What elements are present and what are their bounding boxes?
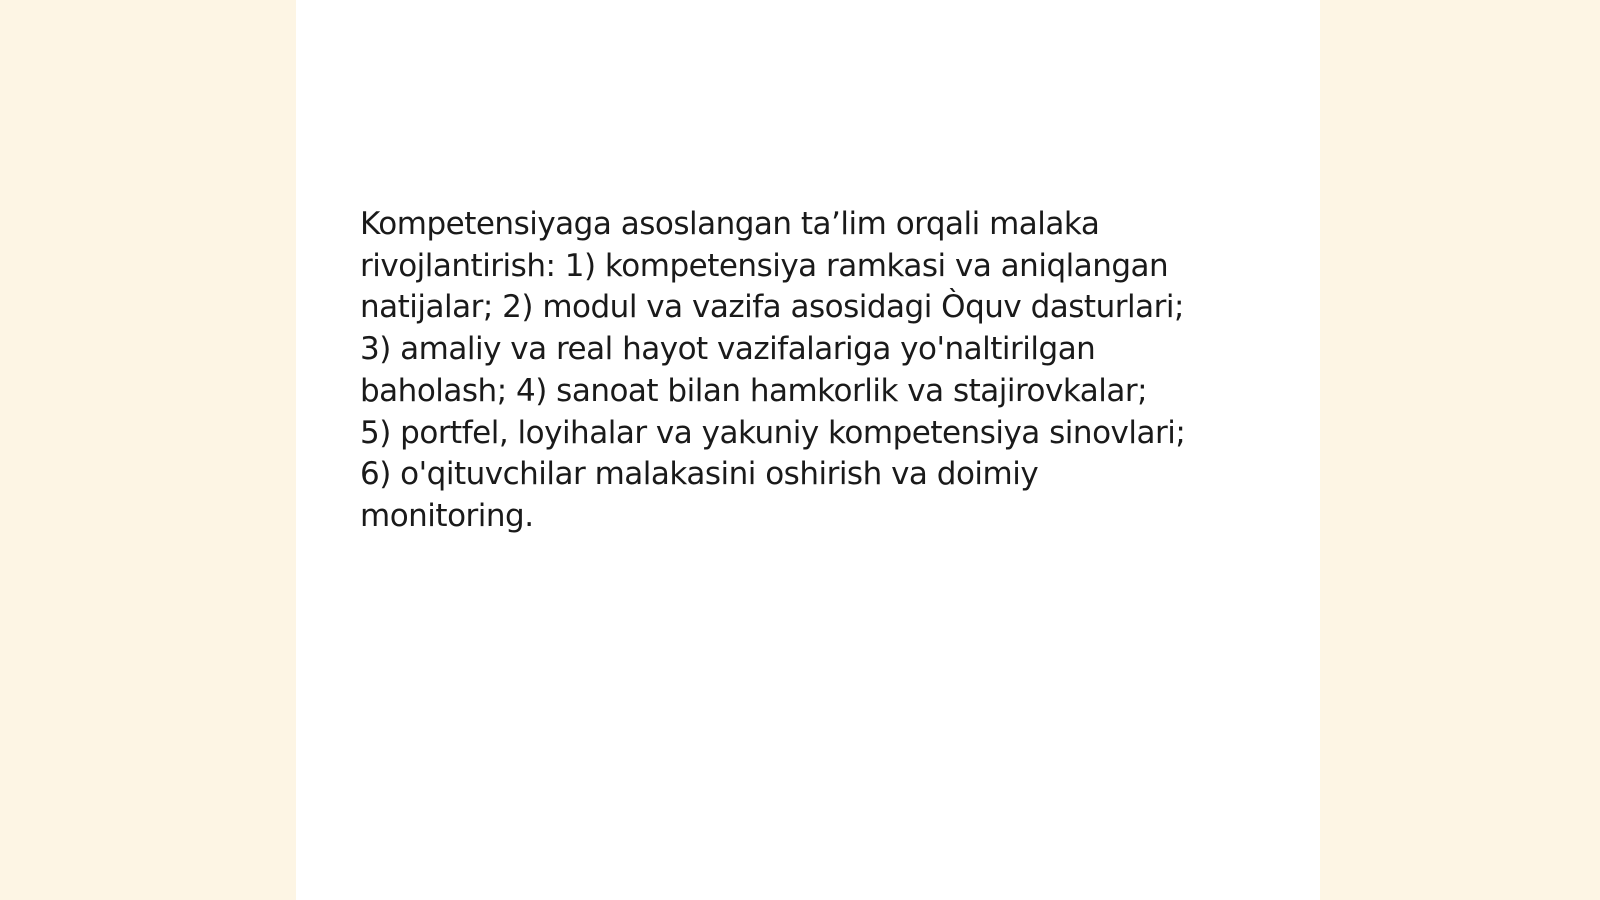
text-line: Kompetensiyaga asoslangan ta’lim orqali malaka — [360, 206, 1100, 242]
text-line: 5) portfel, loyihalar va yakuniy kompetensiya sinovlari; — [360, 414, 1186, 451]
text-line: rivojlantirish: 1) kompetensiya ramkasi va aniqlangan — [360, 247, 1169, 284]
text-line: 6) o'qituvchilar malakasini oshirish va doimiy — [360, 456, 1039, 493]
slide-body-text — [360, 204, 1260, 538]
text-line: baholash; 4) sanoat bilan hamkorlik va stajirovkalar; — [360, 372, 1148, 409]
text-line: monitoring. — [360, 497, 534, 534]
slide-page — [296, 0, 1320, 900]
text-line: 3) amaliy va real hayot vazifalariga yo'naltirilgan — [360, 331, 1096, 368]
text-line: natijalar; 2) modul va vazifa asosidagi Òquv dasturlari; — [360, 289, 1184, 326]
